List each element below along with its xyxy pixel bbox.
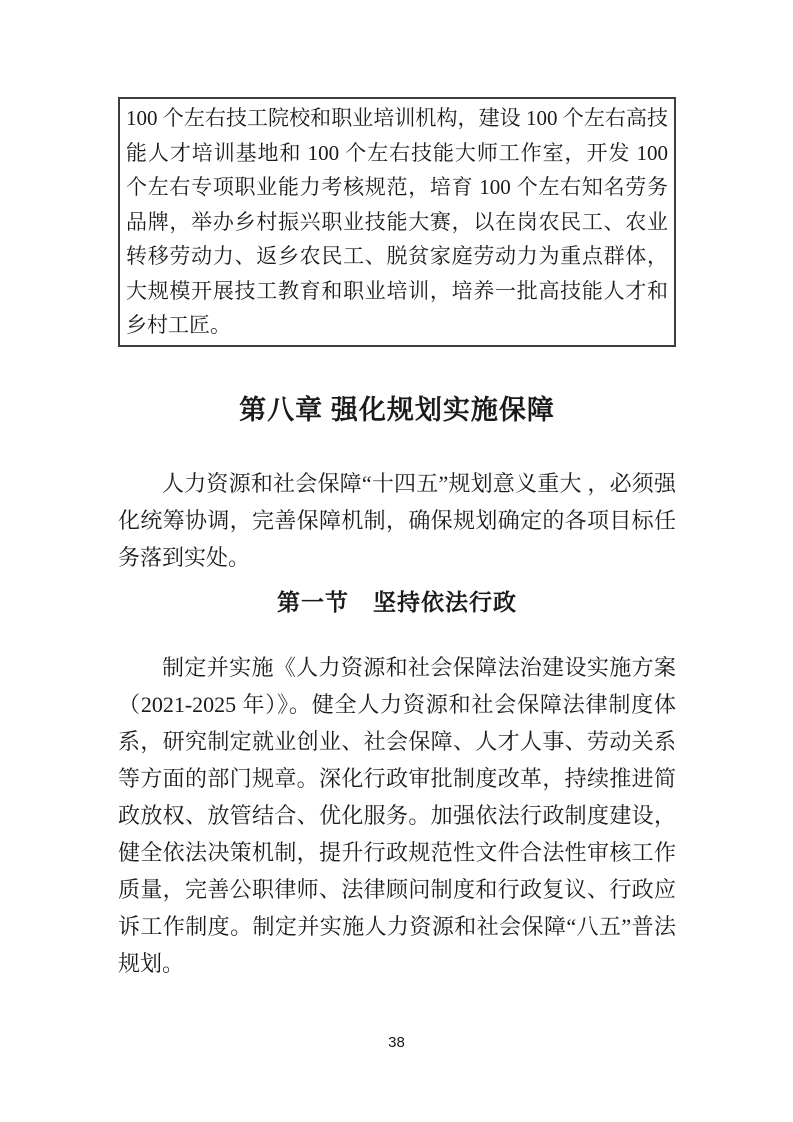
page-content xyxy=(118,97,676,982)
bordered-text-box xyxy=(118,97,676,347)
intro-paragraph: 人力资源和社会保障“十四五”规划意义重大 ，必须强化统筹协调，完善保障机制，确保规划确定的各项目标任务落到实处。 xyxy=(118,470,676,570)
section-heading: 第一节 坚持依法行政 xyxy=(277,588,517,615)
chapter-heading: 第八章 强化规划实施保障 xyxy=(239,394,555,425)
box-paragraph: 100 个左右技工院校和职业培训机构，建设 100 个左右高技能人才培训基地和 100 个左右技能大师工作室，开发 100 个左右专项职业能力考核规范，培育 100 个左右知名劳务品牌，举办乡村振兴职业技能大赛，以在岗农民工、农业转移劳动力、返乡农民工、脱贫家庭劳动力为重点群体，大规模开展技工教育和职业培训，培养一批高技能人才和乡村工匠。 xyxy=(126,106,668,337)
page-number: 38 xyxy=(388,1034,405,1051)
section-paragraph: 制定并实施《人力资源和社会保障法治建设实施方案（2021-2025 年）》。健全人力资源和社会保障法律制度体系，研究制定就业创业、社会保障、人才人事、劳动关系等方面的部门规章。深化行政审批制度改革，持续推进简政放权、放管结合、优化服务。加强依法行政制度建设，健全依法决策机制，提升行政规范性文件合法性审核工作质量，完善公职律师、法律顾问制度和行政复议、行政应诉工作制度。制定并实施人力资源和社会保障“八五”普法规划。 xyxy=(118,654,676,976)
